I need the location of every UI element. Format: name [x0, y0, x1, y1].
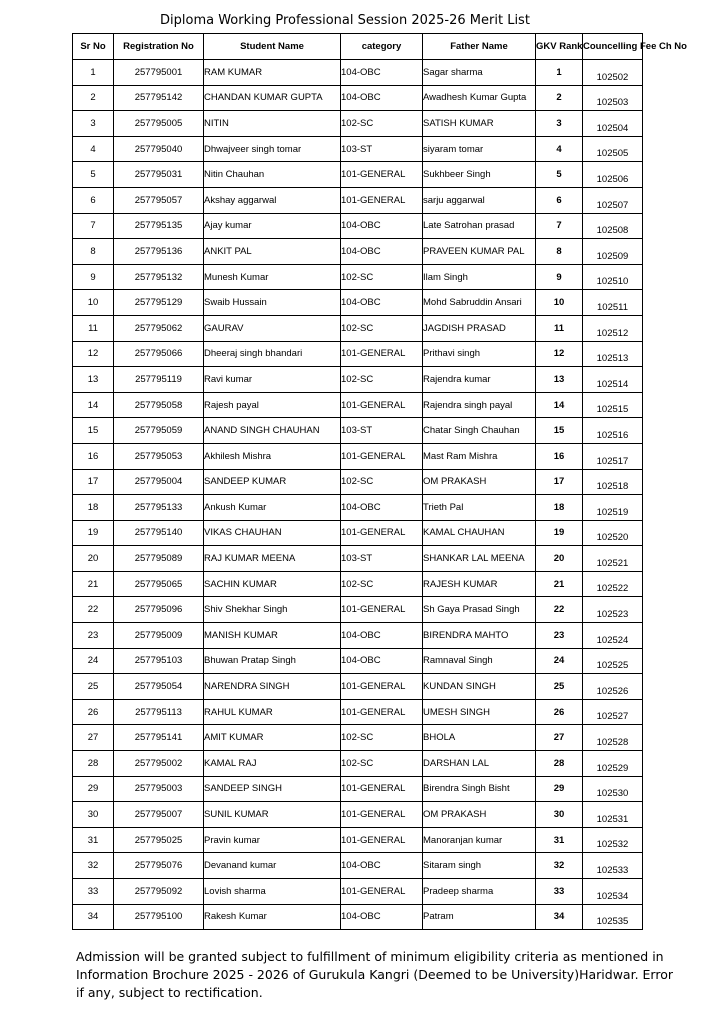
- sr-no-cell: 10: [73, 290, 114, 316]
- registration-no-cell: 257795001: [114, 60, 204, 86]
- gkv-rank-cell: 23: [536, 623, 583, 649]
- gkv-rank-cell: 16: [536, 443, 583, 469]
- fee-ch-no-cell: 102525: [583, 648, 643, 674]
- registration-no-cell: 257795009: [114, 623, 204, 649]
- table-row: [73, 597, 643, 623]
- table-row: [73, 853, 643, 879]
- category-cell: 101-GENERAL: [341, 699, 423, 725]
- registration-no-cell: 257795065: [114, 571, 204, 597]
- table-row: [73, 60, 643, 86]
- father-name-cell: RAJESH KUMAR: [423, 571, 536, 597]
- student-name-cell: Akhilesh Mishra: [204, 443, 341, 469]
- table-row: [73, 367, 643, 393]
- category-cell: 102-SC: [341, 571, 423, 597]
- fee-ch-no-cell: 102521: [583, 546, 643, 572]
- gkv-rank-cell: 13: [536, 367, 583, 393]
- table-row: [73, 674, 643, 700]
- student-name-cell: Akshay aggarwal: [204, 187, 341, 213]
- registration-no-cell: 257795119: [114, 367, 204, 393]
- fee-ch-no-cell: 102534: [583, 879, 643, 905]
- table-row: [73, 111, 643, 137]
- table-row: [73, 213, 643, 239]
- sr-no-cell: 31: [73, 827, 114, 853]
- table-row: [73, 239, 643, 265]
- fee-ch-no-cell: 102519: [583, 495, 643, 521]
- father-name-cell: Mast Ram Mishra: [423, 443, 536, 469]
- gkv-rank-cell: 22: [536, 597, 583, 623]
- table-row: [73, 520, 643, 546]
- gkv-rank-cell: 17: [536, 469, 583, 495]
- registration-no-cell: 257795004: [114, 469, 204, 495]
- registration-no-cell: 257795113: [114, 699, 204, 725]
- gkv-rank-cell: 28: [536, 751, 583, 777]
- registration-no-cell: 257795141: [114, 725, 204, 751]
- table-row: [73, 264, 643, 290]
- gkv-rank-cell: 20: [536, 546, 583, 572]
- gkv-rank-cell: 6: [536, 187, 583, 213]
- sr-no-cell: 6: [73, 187, 114, 213]
- sr-no-cell: 17: [73, 469, 114, 495]
- table-row: [73, 725, 643, 751]
- fee-ch-no-cell: 102527: [583, 699, 643, 725]
- registration-no-cell: 257795089: [114, 546, 204, 572]
- registration-no-cell: 257795025: [114, 827, 204, 853]
- fee-ch-no-cell: 102533: [583, 853, 643, 879]
- father-name-cell: Ilam Singh: [423, 264, 536, 290]
- fee-ch-no-cell: 102514: [583, 367, 643, 393]
- category-cell: 101-GENERAL: [341, 443, 423, 469]
- gkv-rank-cell: 27: [536, 725, 583, 751]
- gkv-rank-cell: 32: [536, 853, 583, 879]
- fee-ch-no-cell: 102522: [583, 571, 643, 597]
- sr-no-cell: 22: [73, 597, 114, 623]
- father-name-cell: Trieth Pal: [423, 495, 536, 521]
- sr-no-cell: 5: [73, 162, 114, 188]
- fee-ch-no-cell: 102505: [583, 136, 643, 162]
- gkv-rank-cell: 19: [536, 520, 583, 546]
- merit-list-table: [72, 33, 687, 930]
- registration-no-cell: 257795040: [114, 136, 204, 162]
- sr-no-cell: 1: [73, 60, 114, 86]
- category-cell: 101-GENERAL: [341, 879, 423, 905]
- sr-no-cell: 12: [73, 341, 114, 367]
- student-name-cell: Ravi kumar: [204, 367, 341, 393]
- header-registration-no: Registration No: [114, 34, 204, 60]
- registration-no-cell: 257795058: [114, 392, 204, 418]
- registration-no-cell: 257795103: [114, 648, 204, 674]
- student-name-cell: Rajesh payal: [204, 392, 341, 418]
- category-cell: 104-OBC: [341, 904, 423, 930]
- student-name-cell: RAJ KUMAR MEENA: [204, 546, 341, 572]
- registration-no-cell: 257795132: [114, 264, 204, 290]
- father-name-cell: Prithavi singh: [423, 341, 536, 367]
- registration-no-cell: 257795031: [114, 162, 204, 188]
- gkv-rank-cell: 34: [536, 904, 583, 930]
- fee-ch-no-cell: 102524: [583, 623, 643, 649]
- category-cell: 102-SC: [341, 315, 423, 341]
- page-title: Diploma Working Professional Session 2025-26 Merit List: [160, 13, 530, 28]
- gkv-rank-cell: 1: [536, 60, 583, 86]
- registration-no-cell: 257795140: [114, 520, 204, 546]
- registration-no-cell: 257795007: [114, 802, 204, 828]
- header-father-name: Father Name: [423, 34, 536, 60]
- student-name-cell: Nitin Chauhan: [204, 162, 341, 188]
- table-row: [73, 495, 643, 521]
- registration-no-cell: 257795133: [114, 495, 204, 521]
- father-name-cell: KUNDAN SINGH: [423, 674, 536, 700]
- gkv-rank-cell: 8: [536, 239, 583, 265]
- fee-ch-no-cell: 102528: [583, 725, 643, 751]
- category-cell: 104-OBC: [341, 853, 423, 879]
- category-cell: 103-ST: [341, 546, 423, 572]
- father-name-cell: Rajendra kumar: [423, 367, 536, 393]
- registration-no-cell: 257795005: [114, 111, 204, 137]
- father-name-cell: Late Satrohan prasad: [423, 213, 536, 239]
- sr-no-cell: 20: [73, 546, 114, 572]
- father-name-cell: BHOLA: [423, 725, 536, 751]
- sr-no-cell: 7: [73, 213, 114, 239]
- header-sr-no: Sr No: [73, 34, 114, 60]
- student-name-cell: Rakesh Kumar: [204, 904, 341, 930]
- student-name-cell: RAHUL KUMAR: [204, 699, 341, 725]
- sr-no-cell: 11: [73, 315, 114, 341]
- registration-no-cell: 257795054: [114, 674, 204, 700]
- category-cell: 104-OBC: [341, 213, 423, 239]
- table-row: [73, 443, 643, 469]
- student-name-cell: SACHIN KUMAR: [204, 571, 341, 597]
- header-category: category: [341, 34, 423, 60]
- student-name-cell: Shiv Shekhar Singh: [204, 597, 341, 623]
- student-name-cell: Ankush Kumar: [204, 495, 341, 521]
- fee-ch-no-cell: 102518: [583, 469, 643, 495]
- gkv-rank-cell: 9: [536, 264, 583, 290]
- fee-ch-no-cell: 102507: [583, 187, 643, 213]
- fee-ch-no-cell: 102531: [583, 802, 643, 828]
- table-row: [73, 546, 643, 572]
- father-name-cell: Sagar sharma: [423, 60, 536, 86]
- student-name-cell: RAM KUMAR: [204, 60, 341, 86]
- sr-no-cell: 23: [73, 623, 114, 649]
- registration-no-cell: 257795062: [114, 315, 204, 341]
- gkv-rank-cell: 24: [536, 648, 583, 674]
- table-row: [73, 879, 643, 905]
- student-name-cell: SUNIL KUMAR: [204, 802, 341, 828]
- table-row: [73, 136, 643, 162]
- registration-no-cell: 257795066: [114, 341, 204, 367]
- student-name-cell: CHANDAN KUMAR GUPTA: [204, 85, 341, 111]
- student-name-cell: Pravin kumar: [204, 827, 341, 853]
- sr-no-cell: 29: [73, 776, 114, 802]
- table-row: [73, 187, 643, 213]
- sr-no-cell: 32: [73, 853, 114, 879]
- gkv-rank-cell: 14: [536, 392, 583, 418]
- registration-no-cell: 257795135: [114, 213, 204, 239]
- table-row: [73, 341, 643, 367]
- sr-no-cell: 16: [73, 443, 114, 469]
- category-cell: 103-ST: [341, 136, 423, 162]
- father-name-cell: JAGDISH PRASAD: [423, 315, 536, 341]
- category-cell: 102-SC: [341, 469, 423, 495]
- registration-no-cell: 257795059: [114, 418, 204, 444]
- gkv-rank-cell: 7: [536, 213, 583, 239]
- gkv-rank-cell: 3: [536, 111, 583, 137]
- father-name-cell: Sitaram singh: [423, 853, 536, 879]
- student-name-cell: SANDEEP KUMAR: [204, 469, 341, 495]
- registration-no-cell: 257795129: [114, 290, 204, 316]
- father-name-cell: Chatar Singh Chauhan: [423, 418, 536, 444]
- father-name-cell: Mohd Sabruddin Ansari: [423, 290, 536, 316]
- registration-no-cell: 257795096: [114, 597, 204, 623]
- table-row: [73, 648, 643, 674]
- fee-ch-no-cell: 102512: [583, 315, 643, 341]
- sr-no-cell: 9: [73, 264, 114, 290]
- fee-ch-no-cell: 102504: [583, 111, 643, 137]
- father-name-cell: OM PRAKASH: [423, 469, 536, 495]
- gkv-rank-cell: 11: [536, 315, 583, 341]
- gkv-rank-cell: 10: [536, 290, 583, 316]
- fee-ch-no-cell: 102515: [583, 392, 643, 418]
- student-name-cell: Swaib Hussain: [204, 290, 341, 316]
- sr-no-cell: 4: [73, 136, 114, 162]
- table-row: [73, 315, 643, 341]
- category-cell: 102-SC: [341, 367, 423, 393]
- father-name-cell: UMESH SINGH: [423, 699, 536, 725]
- sr-no-cell: 24: [73, 648, 114, 674]
- sr-no-cell: 14: [73, 392, 114, 418]
- gkv-rank-cell: 31: [536, 827, 583, 853]
- student-name-cell: Lovish sharma: [204, 879, 341, 905]
- footer-note: Admission will be granted subject to fulfillment of minimum eligibility criteria as mentioned in Information Brochure 2025 - 2026 of Gurukula Kangri (Deemed to be University)Haridwar. Error if any, subject to rectification.: [76, 949, 673, 1000]
- student-name-cell: SANDEEP SINGH: [204, 776, 341, 802]
- sr-no-cell: 2: [73, 85, 114, 111]
- category-cell: 103-ST: [341, 418, 423, 444]
- student-name-cell: Ajay kumar: [204, 213, 341, 239]
- sr-no-cell: 34: [73, 904, 114, 930]
- fee-ch-no-cell: 102506: [583, 162, 643, 188]
- category-cell: 102-SC: [341, 725, 423, 751]
- student-name-cell: MANISH KUMAR: [204, 623, 341, 649]
- gkv-rank-cell: 26: [536, 699, 583, 725]
- table-header-row: [73, 34, 643, 60]
- sr-no-cell: 19: [73, 520, 114, 546]
- table-row: [73, 162, 643, 188]
- fee-ch-no-cell: 102529: [583, 751, 643, 777]
- table-row: [73, 699, 643, 725]
- student-name-cell: Devanand kumar: [204, 853, 341, 879]
- father-name-cell: Birendra Singh Bisht: [423, 776, 536, 802]
- header-fee-ch-no: Councelling Fee Ch No: [583, 34, 643, 60]
- category-cell: 104-OBC: [341, 60, 423, 86]
- fee-ch-no-cell: 102502: [583, 60, 643, 86]
- registration-no-cell: 257795142: [114, 85, 204, 111]
- fee-ch-no-cell: 102510: [583, 264, 643, 290]
- father-name-cell: Pradeep sharma: [423, 879, 536, 905]
- gkv-rank-cell: 21: [536, 571, 583, 597]
- registration-no-cell: 257795002: [114, 751, 204, 777]
- sr-no-cell: 26: [73, 699, 114, 725]
- table-row: [73, 802, 643, 828]
- category-cell: 101-GENERAL: [341, 520, 423, 546]
- gkv-rank-cell: 12: [536, 341, 583, 367]
- student-name-cell: ANAND SINGH CHAUHAN: [204, 418, 341, 444]
- student-name-cell: Dhwajveer singh tomar: [204, 136, 341, 162]
- gkv-rank-cell: 2: [536, 85, 583, 111]
- student-name-cell: AMIT KUMAR: [204, 725, 341, 751]
- gkv-rank-cell: 18: [536, 495, 583, 521]
- category-cell: 101-GENERAL: [341, 341, 423, 367]
- table-row: [73, 827, 643, 853]
- father-name-cell: DARSHAN LAL: [423, 751, 536, 777]
- category-cell: 102-SC: [341, 111, 423, 137]
- registration-no-cell: 257795003: [114, 776, 204, 802]
- fee-ch-no-cell: 102508: [583, 213, 643, 239]
- category-cell: 101-GENERAL: [341, 187, 423, 213]
- category-cell: 101-GENERAL: [341, 802, 423, 828]
- fee-ch-no-cell: 102511: [583, 290, 643, 316]
- registration-no-cell: 257795092: [114, 879, 204, 905]
- father-name-cell: Sh Gaya Prasad Singh: [423, 597, 536, 623]
- category-cell: 104-OBC: [341, 648, 423, 674]
- category-cell: 104-OBC: [341, 495, 423, 521]
- gkv-rank-cell: 30: [536, 802, 583, 828]
- registration-no-cell: 257795136: [114, 239, 204, 265]
- fee-ch-no-cell: 102526: [583, 674, 643, 700]
- sr-no-cell: 8: [73, 239, 114, 265]
- category-cell: 102-SC: [341, 264, 423, 290]
- fee-ch-no-cell: 102520: [583, 520, 643, 546]
- fee-ch-no-cell: 102532: [583, 827, 643, 853]
- category-cell: 101-GENERAL: [341, 392, 423, 418]
- father-name-cell: sarju aggarwal: [423, 187, 536, 213]
- student-name-cell: Dheeraj singh bhandari: [204, 341, 341, 367]
- sr-no-cell: 15: [73, 418, 114, 444]
- table-row: [73, 571, 643, 597]
- father-name-cell: Rajendra singh payal: [423, 392, 536, 418]
- category-cell: 104-OBC: [341, 239, 423, 265]
- student-name-cell: Bhuwan Pratap Singh: [204, 648, 341, 674]
- father-name-cell: KAMAL CHAUHAN: [423, 520, 536, 546]
- gkv-rank-cell: 15: [536, 418, 583, 444]
- father-name-cell: Ramnaval Singh: [423, 648, 536, 674]
- sr-no-cell: 28: [73, 751, 114, 777]
- table-row: [73, 418, 643, 444]
- sr-no-cell: 25: [73, 674, 114, 700]
- fee-ch-no-cell: 102509: [583, 239, 643, 265]
- student-name-cell: NITIN: [204, 111, 341, 137]
- fee-ch-no-cell: 102517: [583, 443, 643, 469]
- category-cell: 101-GENERAL: [341, 597, 423, 623]
- gkv-rank-cell: 29: [536, 776, 583, 802]
- fee-ch-no-cell: 102523: [583, 597, 643, 623]
- registration-no-cell: 257795100: [114, 904, 204, 930]
- father-name-cell: siyaram tomar: [423, 136, 536, 162]
- table-body: [73, 60, 643, 930]
- sr-no-cell: 18: [73, 495, 114, 521]
- sr-no-cell: 21: [73, 571, 114, 597]
- category-cell: 104-OBC: [341, 290, 423, 316]
- father-name-cell: OM PRAKASH: [423, 802, 536, 828]
- category-cell: 104-OBC: [341, 85, 423, 111]
- fee-ch-no-cell: 102516: [583, 418, 643, 444]
- student-name-cell: KAMAL RAJ: [204, 751, 341, 777]
- table-row: [73, 469, 643, 495]
- table-row: [73, 623, 643, 649]
- sr-no-cell: 3: [73, 111, 114, 137]
- fee-ch-no-cell: 102513: [583, 341, 643, 367]
- sr-no-cell: 33: [73, 879, 114, 905]
- father-name-cell: SATISH KUMAR: [423, 111, 536, 137]
- category-cell: 102-SC: [341, 751, 423, 777]
- table-row: [73, 751, 643, 777]
- sr-no-cell: 13: [73, 367, 114, 393]
- category-cell: 101-GENERAL: [341, 776, 423, 802]
- category-cell: 104-OBC: [341, 623, 423, 649]
- table-row: [73, 776, 643, 802]
- header-student-name: Student Name: [204, 34, 341, 60]
- table-row: [73, 904, 643, 930]
- registration-no-cell: 257795057: [114, 187, 204, 213]
- table-row: [73, 85, 643, 111]
- header-gkv-rank: GKV Rank: [536, 34, 583, 60]
- student-name-cell: Munesh Kumar: [204, 264, 341, 290]
- gkv-rank-cell: 4: [536, 136, 583, 162]
- father-name-cell: Sukhbeer Singh: [423, 162, 536, 188]
- gkv-rank-cell: 5: [536, 162, 583, 188]
- father-name-cell: BIRENDRA MAHTO: [423, 623, 536, 649]
- category-cell: 101-GENERAL: [341, 827, 423, 853]
- student-name-cell: VIKAS CHAUHAN: [204, 520, 341, 546]
- father-name-cell: SHANKAR LAL MEENA: [423, 546, 536, 572]
- father-name-cell: Awadhesh Kumar Gupta: [423, 85, 536, 111]
- fee-ch-no-cell: 102503: [583, 85, 643, 111]
- fee-ch-no-cell: 102530: [583, 776, 643, 802]
- category-cell: 101-GENERAL: [341, 162, 423, 188]
- gkv-rank-cell: 33: [536, 879, 583, 905]
- registration-no-cell: 257795053: [114, 443, 204, 469]
- student-name-cell: GAURAV: [204, 315, 341, 341]
- father-name-cell: Patram: [423, 904, 536, 930]
- student-name-cell: ANKIT PAL: [204, 239, 341, 265]
- sr-no-cell: 30: [73, 802, 114, 828]
- sr-no-cell: 27: [73, 725, 114, 751]
- student-name-cell: NARENDRA SINGH: [204, 674, 341, 700]
- father-name-cell: Manoranjan kumar: [423, 827, 536, 853]
- fee-ch-no-cell: 102535: [583, 904, 643, 930]
- category-cell: 101-GENERAL: [341, 674, 423, 700]
- father-name-cell: PRAVEEN KUMAR PAL: [423, 239, 536, 265]
- table-row: [73, 290, 643, 316]
- gkv-rank-cell: 25: [536, 674, 583, 700]
- table-row: [73, 392, 643, 418]
- registration-no-cell: 257795076: [114, 853, 204, 879]
